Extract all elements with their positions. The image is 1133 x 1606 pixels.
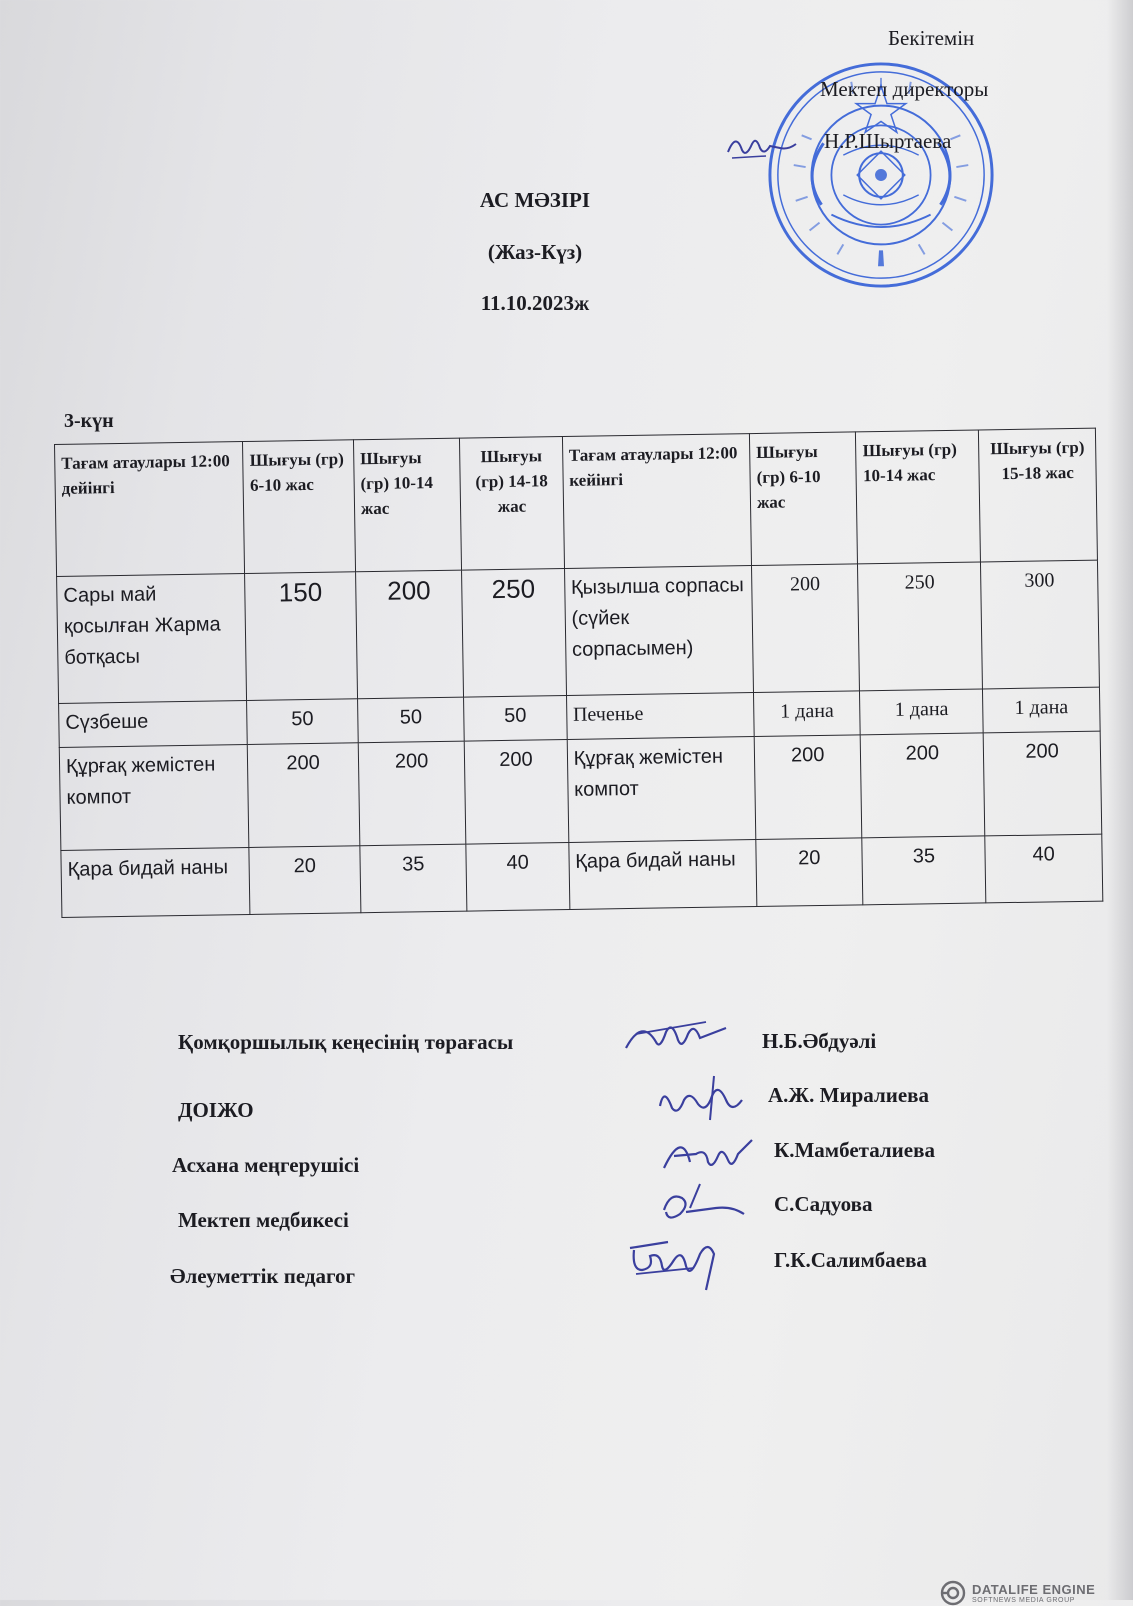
table-cell: 40	[466, 843, 569, 911]
table-cell: 250	[858, 562, 983, 691]
table-cell: 20	[249, 846, 361, 914]
table-cell: 50	[247, 699, 358, 744]
column-header: Тағам атаулары 12:00 кейінгі	[562, 434, 751, 569]
column-header: Тағам атаулары 12:00 дейінгі	[55, 442, 245, 577]
signature-role: ДОІЖО	[178, 1098, 254, 1122]
table-cell: 50	[357, 697, 464, 742]
table-cell: 200	[983, 731, 1101, 836]
table-cell: 200	[358, 741, 466, 846]
menu-day: 3-күн	[64, 410, 114, 432]
table-cell: 35	[360, 844, 467, 912]
signature-scribble-5	[624, 1230, 734, 1296]
approval-position: Мектеп директоры	[820, 77, 989, 101]
table-cell: 1 дана	[860, 689, 984, 735]
signature-role: Мектеп медбикесі	[178, 1208, 349, 1232]
table-cell: 50	[464, 696, 567, 741]
table-cell: 35	[862, 836, 986, 905]
signature-scribble-3	[660, 1128, 756, 1180]
table-cell: Қызылша сорпасы (сүйек сорпасымен)	[564, 566, 753, 696]
season-subtitle: (Жаз-Күз)	[487, 240, 583, 264]
signature-role: Асхана меңгерушісі	[172, 1153, 360, 1177]
table-cell: 200	[465, 740, 569, 845]
page-title: АС МӘЗІРІ	[479, 188, 591, 212]
table-cell: 300	[981, 560, 1100, 689]
signature-role: Қомқоршылық кеңесінің төрағасы	[178, 1030, 514, 1054]
signature-name: Г.К.Салимбаева	[774, 1248, 927, 1272]
signature-role: Әлеуметтік педагог	[170, 1264, 356, 1288]
approval-heading: Бекітемін	[888, 26, 975, 50]
table-header-row	[55, 428, 1098, 577]
table-cell: 200	[355, 570, 463, 699]
table-cell: 1 дана	[983, 688, 1100, 734]
watermark-title: DATALIFE ENGINE	[972, 1582, 1096, 1597]
column-header: Шығуы (гр) 6-10 жас	[243, 440, 356, 574]
table-cell: Қара бидай наны	[569, 840, 757, 910]
table-cell: Қара бидай наны	[61, 848, 250, 918]
column-header: Шығуы (гр) 15-18 жас	[979, 428, 1098, 562]
table-row	[59, 731, 1101, 850]
table-cell: 250	[462, 569, 566, 698]
table-row	[57, 560, 1100, 703]
table-cell: Печенье	[566, 693, 754, 740]
watermark-subtitle: SOFTNEWS MEDIA GROUP	[972, 1597, 1076, 1604]
signature-name: Н.Б.Әбдуәлі	[762, 1029, 877, 1053]
column-header: Шығуы (гр) 6-10 жас	[749, 432, 858, 566]
menu-table	[54, 428, 1103, 918]
column-header: Шығуы (гр) 10-14 жас	[353, 438, 462, 572]
approval-director-name: Н.Р.Шыртаева	[824, 129, 952, 153]
table-cell: 200	[248, 743, 360, 848]
column-header: Шығуы (гр) 10-14 жас	[856, 430, 981, 564]
table-cell: 1 дана	[753, 691, 860, 736]
table-cell: 200	[752, 564, 860, 693]
signature-name: С.Садуова	[774, 1192, 873, 1216]
director-signature	[726, 128, 798, 164]
table-cell: Сары май қосылған Жарма ботқасы	[57, 574, 247, 704]
table-cell: 40	[985, 834, 1103, 903]
table-cell: 200	[861, 733, 985, 838]
datalife-watermark	[940, 1580, 1095, 1606]
table-cell: Құрғақ жемістен компот	[567, 737, 756, 843]
signature-name: К.Мамбеталиева	[774, 1138, 935, 1162]
column-header: Шығуы (гр) 14-18 жас	[460, 437, 564, 571]
table-cell: Құрғақ жемістен компот	[59, 745, 249, 851]
datalife-logo-icon	[940, 1580, 966, 1606]
table-cell: 200	[754, 735, 862, 840]
table-cell: Сүзбеше	[59, 701, 248, 748]
paper-edge	[1107, 0, 1133, 1600]
signature-scribble-1	[622, 1014, 732, 1062]
signature-scribble-4	[656, 1178, 752, 1228]
table-cell: 150	[245, 572, 358, 701]
menu-date: 11.10.2023ж	[480, 291, 590, 315]
table-cell: 20	[756, 838, 863, 906]
signature-name: А.Ж. Миралиева	[768, 1083, 930, 1107]
signature-scribble-2	[654, 1070, 754, 1126]
